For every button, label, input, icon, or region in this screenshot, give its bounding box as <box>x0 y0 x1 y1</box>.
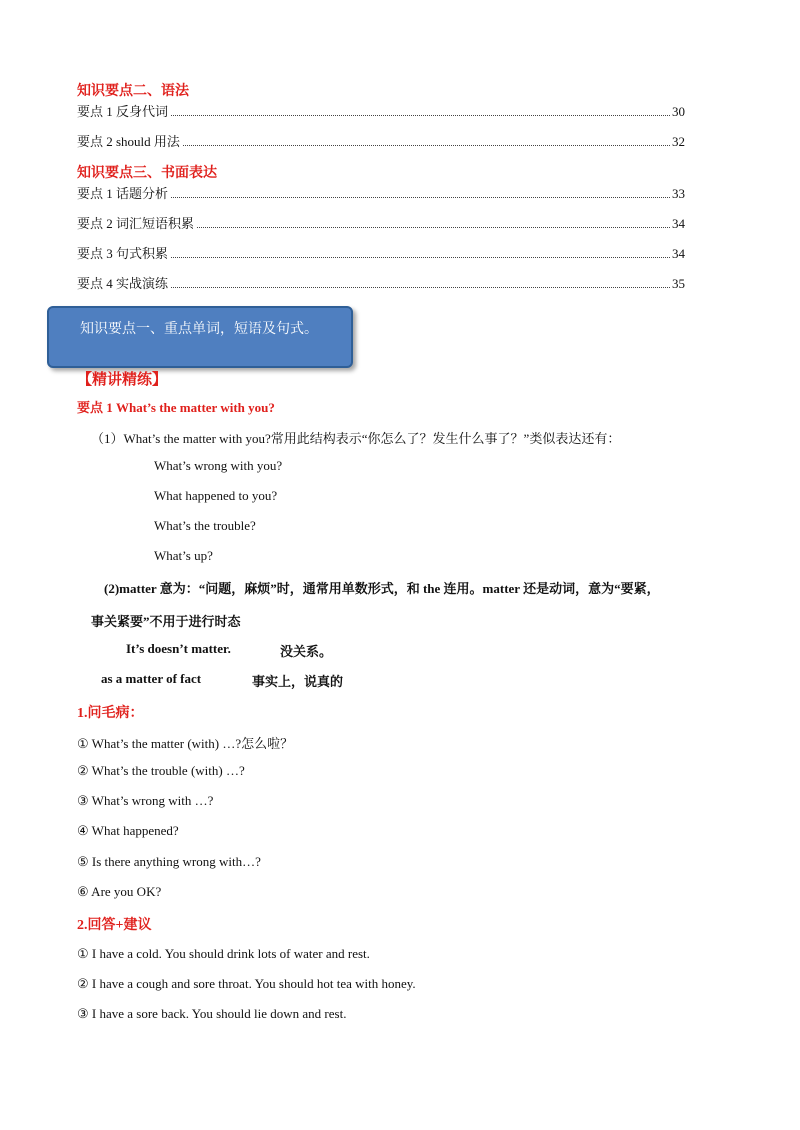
alternative-expression: What’s wrong with you? <box>154 458 283 473</box>
ask-item: ① What’s the matter (with) …?怎么啦？ <box>77 736 294 751</box>
toc-leader-dots <box>171 115 670 116</box>
ask-item: ⑥ Are you OK? <box>77 884 162 899</box>
ask-item: ③ What’s wrong with …? <box>77 793 214 808</box>
answer-item: ② I have a cough and sore throat. You should hot tea with honey. <box>77 976 416 991</box>
toc-entry-label: 要点 2 should 用法 <box>77 134 180 149</box>
toc-entry[interactable] <box>77 101 685 119</box>
phrase2-en: as a matter of fact <box>101 671 202 686</box>
toc-entry[interactable] <box>77 273 685 291</box>
toc-entry-page: 30 <box>672 104 685 119</box>
toc-section3-heading: 知识要点三、书面表达 <box>77 166 217 181</box>
answer-heading: 2.回答+建议 <box>77 918 152 933</box>
section-title: 【精讲精练】 <box>77 372 168 388</box>
item1-intro: （1）What’s the matter with you?常用此结构表示“你怎么了？发生什么事了？”类似表达还有： <box>91 431 621 446</box>
banner-text: 知识要点一、重点单词，短语及句式。 <box>80 322 318 337</box>
point1-title: 要点 1 What’s the matter with you? <box>77 400 275 415</box>
toc-entry-label: 要点 1 反身代词 <box>77 104 169 119</box>
phrase1-en: It’s doesn’t matter. <box>126 641 231 656</box>
answer-item: ① I have a cold. You should drink lots of water and rest. <box>77 946 370 961</box>
toc-entry-page: 33 <box>672 186 685 201</box>
toc-entry-page: 35 <box>672 276 685 291</box>
ask-heading: 1.问毛病： <box>77 706 144 721</box>
alternative-expression: What’s the trouble? <box>154 518 256 533</box>
item2-line2: 事关紧要”不用于进行时态 <box>91 614 241 629</box>
ask-item: ② What’s the trouble (with) …? <box>77 763 245 778</box>
answer-item: ③ I have a sore back. You should lie down and rest. <box>77 1006 347 1021</box>
section1-banner <box>47 306 353 368</box>
alternative-expression: What happened to you? <box>154 488 278 503</box>
alternative-expression: What’s up? <box>154 548 213 563</box>
phrase1-zh: 没关系。 <box>280 644 333 659</box>
toc-entry-label: 要点 4 实战演练 <box>77 276 169 291</box>
toc-entry-label: 要点 1 话题分析 <box>77 186 169 201</box>
toc-entry[interactable] <box>77 213 685 231</box>
toc-leader-dots <box>171 197 670 198</box>
item2-line1: (2)matter 意为：“问题，麻烦”时，通常用单数形式，和 the 连用。matter 还是动词，意为“要紧， <box>104 581 660 596</box>
toc-entry-page: 34 <box>672 216 685 231</box>
toc-leader-dots <box>197 227 670 228</box>
toc-entry-label: 要点 2 词汇短语积累 <box>77 216 195 231</box>
ask-item: ⑤ Is there anything wrong with…? <box>77 854 261 869</box>
toc-leader-dots <box>171 287 670 288</box>
toc-leader-dots <box>183 145 670 146</box>
toc-entry-page: 32 <box>672 134 685 149</box>
toc-entry[interactable] <box>77 183 685 201</box>
toc-entry[interactable] <box>77 243 685 261</box>
toc-entry-page: 34 <box>672 246 685 261</box>
phrase2-zh: 事实上，说真的 <box>252 674 344 689</box>
toc-leader-dots <box>171 257 670 258</box>
ask-item: ④ What happened? <box>77 823 179 838</box>
toc-entry[interactable] <box>77 131 685 149</box>
toc-entry-label: 要点 3 句式积累 <box>77 246 169 261</box>
toc-section2-heading: 知识要点二、语法 <box>77 84 189 99</box>
